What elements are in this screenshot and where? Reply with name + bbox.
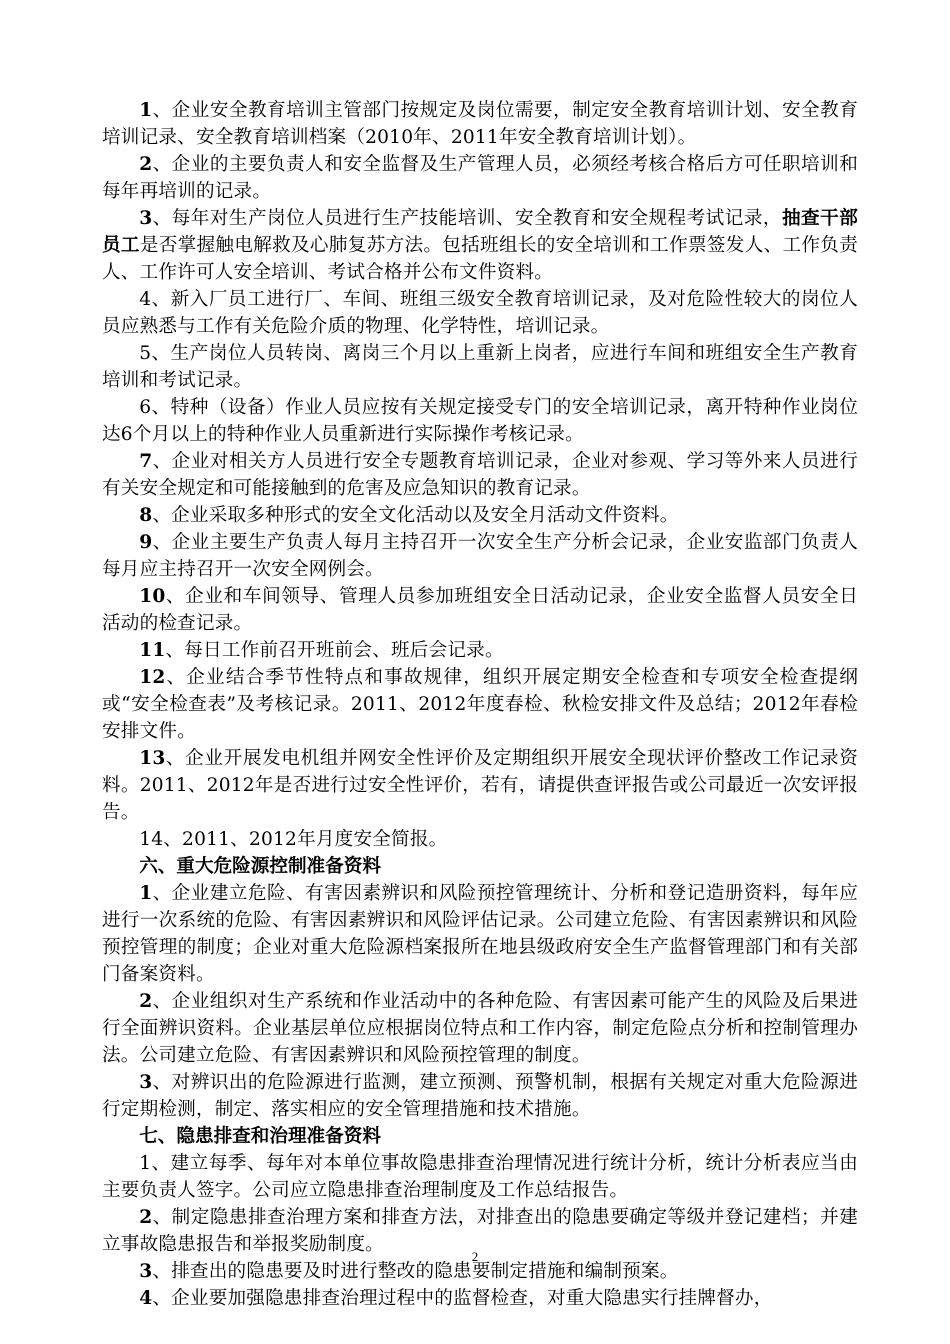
section-7-heading: 七、隐患排查和治理准备资料 <box>139 1126 381 1147</box>
paragraph-item-3: 3、每年对生产岗位人员进行生产技能培训、安全教育和安全规程考试记录，抽查干部员工是否掌握触电解救及心肺复苏方法。包括班组长的安全培训和工作票签发人、工作负责人、工作许可人安全培训、考试合格并公布文件资料。 <box>102 208 858 283</box>
section-6-item-2: 2、企业组织对生产系统和作业活动中的各种危险、有害因素可能产生的风险及后果进行全面辨识资料。企业基层单位应根据岗位特点和工作内容，制定危险点分析和控制管理办法。公司建立危险、有害因素辨识和风险预控管理的制度。 <box>102 991 858 1066</box>
section-7-item-3: 3、排查出的隐患要及时进行整改的隐患要制定措施和编制预案。 <box>139 1261 679 1282</box>
document-body <box>102 97 858 1312</box>
section-6-item-3: 3、对辨识出的危险源进行监测，建立预测、预警机制，根据有关规定对重大危险源进行定期检测，制定、落实相应的安全管理措施和技术措施。 <box>102 1072 858 1120</box>
section-6-item-1: 1、企业建立危险、有害因素辨识和风险预控管理统计、分析和登记造册资料，每年应进行一次系统的危险、有害因素辨识和风险评估记录。公司建立危险、有害因素辨识和风险预控管理的制度；企业对重大危险源档案报所在地县级政府安全生产监督管理部门和有关部门备案资料。 <box>102 883 858 985</box>
page-number: 2 <box>471 1249 479 1264</box>
paragraph-item-9: 9、企业主要生产负责人每月主持召开一次安全生产分析会记录，企业安监部门负责人每月应主持召开一次安全网例会。 <box>102 532 858 580</box>
paragraph-item-14: 14、2011、2012年月度安全简报。 <box>139 829 448 850</box>
paragraph-item-4: 4、新入厂员工进行厂、车间、班组三级安全教育培训记录，及对危险性较大的岗位人员应熟悉与工作有关危险介质的物理、化学特性，培训记录。 <box>102 289 858 337</box>
paragraph-item-8: 8、企业采取多种形式的安全文化活动以及安全月活动文件资料。 <box>139 505 679 526</box>
paragraph-item-13: 13、企业开展发电机组并网安全性评价及定期组织开展安全现状评价整改工作记录资料。2011、2012年是否进行过安全性评价，若有，请提供查评报告或公司最近一次安评报告。 <box>102 748 858 823</box>
paragraph-item-6: 6、特种（设备）作业人员应按有关规定接受专门的安全培训记录，离开特种作业岗位达6个月以上的特种作业人员重新进行实际操作考核记录。 <box>102 397 858 445</box>
paragraph-item-5: 5、生产岗位人员转岗、离岗三个月以上重新上岗者，应进行车间和班组安全生产教育培训和考试记录。 <box>102 343 858 391</box>
paragraph-item-2: 2、企业的主要负责人和安全监督及生产管理人员，必须经考核合格后方可任职培训和每年再培训的记录。 <box>102 154 858 202</box>
paragraph-item-7: 7、企业对相关方人员进行安全专题教育培训记录，企业对参观、学习等外来人员进行有关安全规定和可能接触到的危害及应急知识的教育记录。 <box>102 451 858 499</box>
paragraph-item-10: 10、企业和车间领导、管理人员参加班组安全日活动记录，企业安全监督人员安全日活动的检查记录。 <box>102 586 858 634</box>
section-7-item-1: 1、建立每季、每年对本单位事故隐患排查治理情况进行统计分析，统计分析表应当由主要负责人签字。公司应立隐患排查治理制度及工作总结报告。 <box>102 1153 858 1201</box>
section-7-item-4: 4、企业要加强隐患排查治理过程中的监督检查，对重大隐患实行挂牌督办， <box>139 1288 773 1309</box>
paragraph-item-1: 1、企业安全教育培训主管部门按规定及岗位需要，制定安全教育培训计划、安全教育培训记录、安全教育培训档案（2010年、2011年安全教育培训计划）。 <box>102 100 858 148</box>
paragraph-item-12: 12、企业结合季节性特点和事故规律，组织开展定期安全检查和专项安全检查提纲或“安全检查表”及考核记录。2011、2012年度春检、秋检安排文件及总结；2012年春检安排文件。 <box>102 667 858 742</box>
section-7-item-2: 2、制定隐患排查治理方案和排查方法，对排查出的隐患要确定等级并登记建档；并建立事故隐患报告和举报奖励制度。 <box>102 1207 858 1255</box>
paragraph-item-11: 11、每日工作前召开班前会、班后会记录。 <box>139 640 504 661</box>
section-6-heading: 六、重大危险源控制准备资料 <box>139 856 381 877</box>
